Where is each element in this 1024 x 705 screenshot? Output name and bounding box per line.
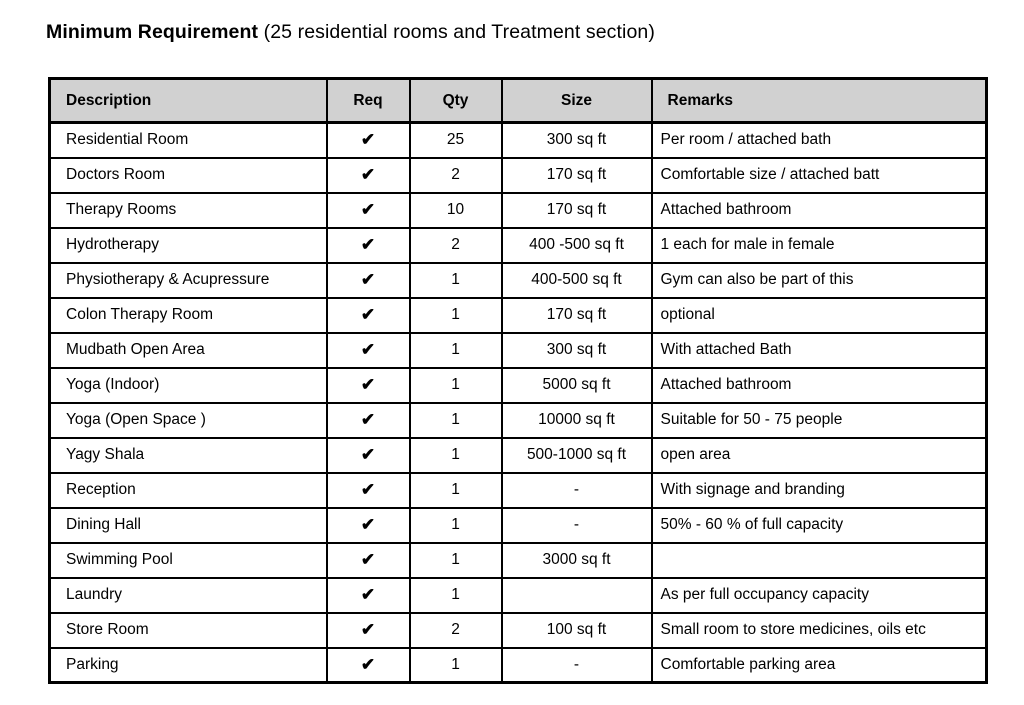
requirement-check-icon: ✔ — [327, 473, 410, 508]
cell-size: 300 sq ft — [502, 333, 652, 368]
table-row — [50, 298, 987, 333]
cell-description: Mudbath Open Area — [50, 333, 327, 368]
cell-qty: 10 — [410, 193, 502, 228]
requirement-check-icon: ✔ — [327, 368, 410, 403]
cell-size: 500-1000 sq ft — [502, 438, 652, 473]
table-row — [50, 613, 987, 648]
cell-remarks: Attached bathroom — [652, 193, 987, 228]
requirement-check-icon: ✔ — [327, 578, 410, 613]
cell-description: Dining Hall — [50, 508, 327, 543]
table-row — [50, 508, 987, 543]
cell-size: 10000 sq ft — [502, 403, 652, 438]
table-row — [50, 123, 987, 158]
cell-size: 170 sq ft — [502, 298, 652, 333]
cell-size: 170 sq ft — [502, 158, 652, 193]
requirements-table-container — [48, 77, 985, 684]
cell-size: 400-500 sq ft — [502, 263, 652, 298]
cell-qty: 1 — [410, 578, 502, 613]
requirement-check-icon: ✔ — [327, 333, 410, 368]
table-header-row — [50, 79, 987, 123]
cell-remarks: As per full occupancy capacity — [652, 578, 987, 613]
requirement-check-icon: ✔ — [327, 543, 410, 578]
table-row — [50, 403, 987, 438]
cell-description: Store Room — [50, 613, 327, 648]
requirement-check-icon: ✔ — [327, 263, 410, 298]
cell-qty: 1 — [410, 508, 502, 543]
cell-qty: 1 — [410, 263, 502, 298]
cell-description: Residential Room — [50, 123, 327, 158]
page-title — [46, 19, 655, 45]
table-row — [50, 473, 987, 508]
cell-qty: 1 — [410, 438, 502, 473]
cell-remarks: Gym can also be part of this — [652, 263, 987, 298]
cell-remarks — [652, 543, 987, 578]
table-row — [50, 263, 987, 298]
table-header — [50, 79, 987, 123]
cell-remarks: open area — [652, 438, 987, 473]
cell-size — [502, 578, 652, 613]
requirement-check-icon: ✔ — [327, 403, 410, 438]
page-title-normal: (25 residential rooms and Treatment section) — [258, 21, 655, 43]
cell-size: 170 sq ft — [502, 193, 652, 228]
cell-remarks: 1 each for male in female — [652, 228, 987, 263]
cell-description: Colon Therapy Room — [50, 298, 327, 333]
requirement-check-icon: ✔ — [327, 228, 410, 263]
column-header-qty: Qty — [410, 79, 502, 123]
cell-size: 300 sq ft — [502, 123, 652, 158]
cell-size: - — [502, 473, 652, 508]
cell-qty: 1 — [410, 333, 502, 368]
cell-size: - — [502, 508, 652, 543]
cell-size: 100 sq ft — [502, 613, 652, 648]
cell-remarks: Attached bathroom — [652, 368, 987, 403]
column-header-size: Size — [502, 79, 652, 123]
cell-description: Therapy Rooms — [50, 193, 327, 228]
table-row — [50, 228, 987, 263]
cell-remarks: Suitable for 50 - 75 people — [652, 403, 987, 438]
cell-size: 5000 sq ft — [502, 368, 652, 403]
cell-description: Laundry — [50, 578, 327, 613]
requirement-check-icon: ✔ — [327, 158, 410, 193]
requirement-check-icon: ✔ — [327, 508, 410, 543]
requirement-check-icon: ✔ — [327, 648, 410, 683]
table-row — [50, 648, 987, 683]
column-header-description: Description — [50, 79, 327, 123]
column-header-req: Req — [327, 79, 410, 123]
cell-remarks: Comfortable size / attached batt — [652, 158, 987, 193]
cell-remarks: Small room to store medicines, oils etc — [652, 613, 987, 648]
column-header-remarks: Remarks — [652, 79, 987, 123]
cell-qty: 2 — [410, 228, 502, 263]
cell-qty: 1 — [410, 543, 502, 578]
cell-qty: 1 — [410, 368, 502, 403]
requirement-check-icon: ✔ — [327, 298, 410, 333]
requirement-check-icon: ✔ — [327, 613, 410, 648]
cell-remarks: 50% - 60 % of full capacity — [652, 508, 987, 543]
table-row — [50, 368, 987, 403]
table-row — [50, 193, 987, 228]
requirement-check-icon: ✔ — [327, 123, 410, 158]
cell-description: Reception — [50, 473, 327, 508]
cell-remarks: Comfortable parking area — [652, 648, 987, 683]
requirement-check-icon: ✔ — [327, 193, 410, 228]
cell-qty: 1 — [410, 403, 502, 438]
table-row — [50, 578, 987, 613]
cell-description: Hydrotherapy — [50, 228, 327, 263]
cell-description: Yagy Shala — [50, 438, 327, 473]
cell-qty: 2 — [410, 613, 502, 648]
cell-size: - — [502, 648, 652, 683]
cell-remarks: optional — [652, 298, 987, 333]
table-row — [50, 158, 987, 193]
cell-remarks: With signage and branding — [652, 473, 987, 508]
table-body — [50, 123, 987, 683]
cell-qty: 1 — [410, 298, 502, 333]
table-row — [50, 333, 987, 368]
cell-description: Swimming Pool — [50, 543, 327, 578]
cell-remarks: Per room / attached bath — [652, 123, 987, 158]
cell-qty: 2 — [410, 158, 502, 193]
cell-size: 400 -500 sq ft — [502, 228, 652, 263]
cell-description: Parking — [50, 648, 327, 683]
cell-remarks: With attached Bath — [652, 333, 987, 368]
cell-qty: 1 — [410, 648, 502, 683]
table-row — [50, 438, 987, 473]
page-title-strong: Minimum Requirement — [46, 21, 259, 43]
cell-size: 3000 sq ft — [502, 543, 652, 578]
cell-description: Yoga (Indoor) — [50, 368, 327, 403]
cell-description: Doctors Room — [50, 158, 327, 193]
table-row — [50, 543, 987, 578]
cell-qty: 25 — [410, 123, 502, 158]
cell-qty: 1 — [410, 473, 502, 508]
minimum-requirement-table — [48, 77, 988, 684]
cell-description: Yoga (Open Space ) — [50, 403, 327, 438]
requirement-check-icon: ✔ — [327, 438, 410, 473]
cell-description: Physiotherapy & Acupressure — [50, 263, 327, 298]
